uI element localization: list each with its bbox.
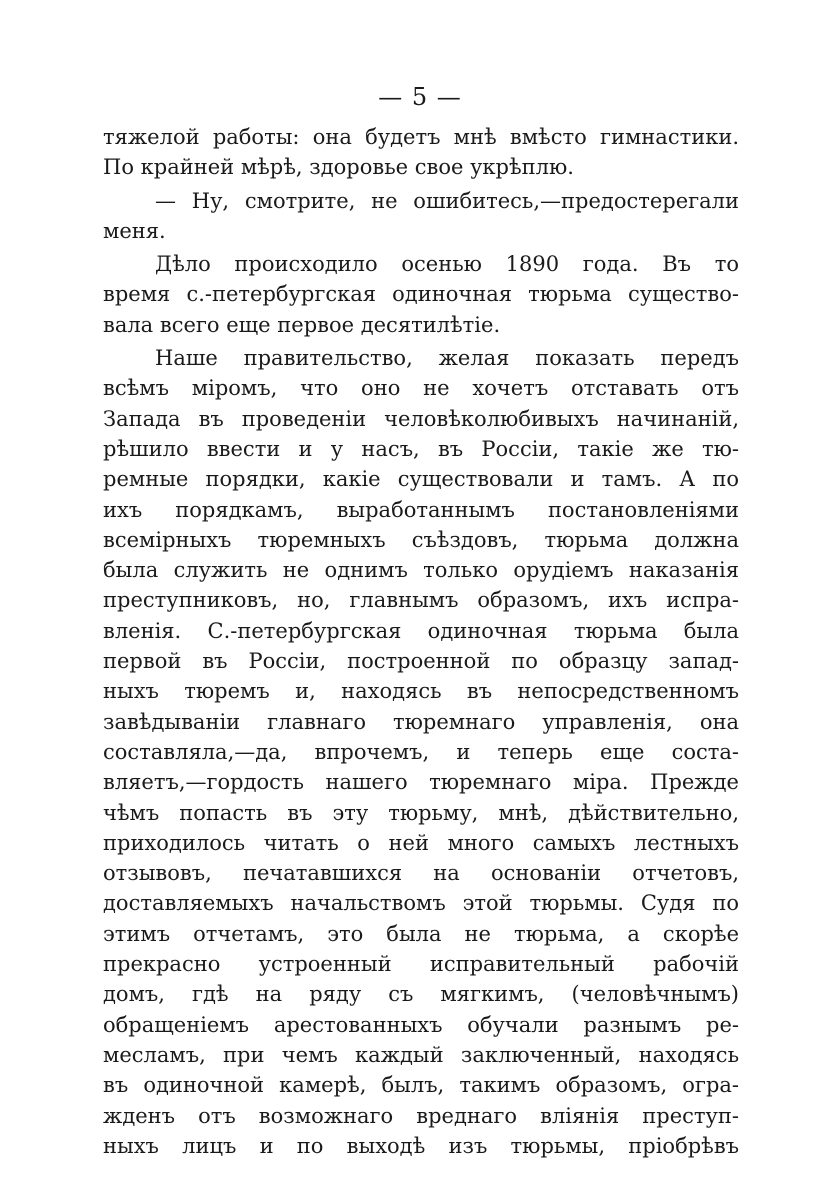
text-line: чѣмъ попасть въ эту тюрьму, мнѣ, дѣйствительно, bbox=[103, 800, 739, 825]
text-line: завѣдываніи главнаго тюремнаго управленія, она bbox=[103, 709, 739, 734]
text-line: домъ, гдѣ на ряду съ мягкимъ, (человѣчнымъ) bbox=[103, 982, 739, 1007]
text-line: прекрасно устроенный исправительный рабочій bbox=[103, 952, 739, 977]
text-line: ихъ порядкамъ, выработаннымъ постановленіями bbox=[103, 497, 739, 522]
text-line: преступниковъ, но, главнымъ образомъ, ихъ испра- bbox=[103, 588, 739, 613]
text-line: этимъ отчетамъ, это была не тюрьма, а скорѣе bbox=[103, 921, 739, 946]
text-line: меня. bbox=[103, 218, 166, 243]
text-line: обращеніемъ арестованныхъ обучали разнымъ ре- bbox=[103, 1012, 739, 1037]
text-line: время с.-петербургская одиночная тюрьма существо- bbox=[103, 282, 739, 307]
text-line: — Ну, смотрите, не ошибитесь,—предостерегали bbox=[155, 188, 739, 213]
text-line: По крайней мѣрѣ, здоровье свое укрѣплю. bbox=[103, 155, 574, 180]
text-line: первой въ Россіи, построенной по образцу запад- bbox=[103, 649, 739, 674]
text-line: въ одиночной камерѣ, былъ, такимъ образомъ, огра- bbox=[103, 1073, 739, 1098]
text-line: отзывовъ, печатавшихся на основаніи отчетовъ, bbox=[103, 861, 739, 886]
text-line: приходилось читать о ней много самыхъ лестныхъ bbox=[103, 830, 739, 855]
text-line: тяжелой работы: она будетъ мнѣ вмѣсто гимнастики. bbox=[103, 125, 739, 149]
text-line: Наше правительство, желая показать передъ bbox=[155, 346, 739, 371]
body-text bbox=[103, 122, 739, 1161]
text-line: вала всего еще первое десятилѣтіе. bbox=[103, 312, 501, 337]
text-line: была служить не однимъ только орудіемъ наказанія bbox=[103, 558, 739, 583]
text-line: всѣмъ міромъ, что оно не хочетъ отставать отъ bbox=[103, 376, 739, 401]
text-line: составляла,—да, впрочемъ, и теперь еще соста- bbox=[103, 739, 739, 764]
text-line: ремные порядки, какіе существовали и тамъ. А по bbox=[103, 467, 739, 492]
page-number: — 5 — bbox=[378, 83, 462, 111]
text-line: ныхъ лицъ и по выходѣ изъ тюрьмы, пріобрѣвъ bbox=[103, 1133, 739, 1158]
text-line: Запада въ проведеніи человѣколюбивыхъ начинаній, bbox=[103, 406, 739, 431]
text-line: рѣшило ввести и у насъ, въ Россіи, такіе же тю- bbox=[103, 436, 739, 461]
text-line: ныхъ тюремъ и, находясь въ непосредственномъ bbox=[103, 679, 739, 704]
text-line: жденъ отъ возможнаго вреднаго вліянія преступ- bbox=[103, 1103, 739, 1128]
text-line: месламъ, при чемъ каждый заключенный, находясь bbox=[103, 1042, 739, 1067]
text-line: вленія. С.-петербургская одиночная тюрьма была bbox=[103, 618, 739, 643]
text-line: доставляемыхъ начальствомъ этой тюрьмы. Судя по bbox=[103, 891, 739, 916]
text-line: вляетъ,—гордость нашего тюремнаго міра. Прежде bbox=[103, 770, 739, 795]
text-line: Дѣло происходило осенью 1890 года. Въ то bbox=[155, 252, 739, 277]
text-line: всемірныхъ тюремныхъ съѣздовъ, тюрьма должна bbox=[103, 527, 739, 552]
